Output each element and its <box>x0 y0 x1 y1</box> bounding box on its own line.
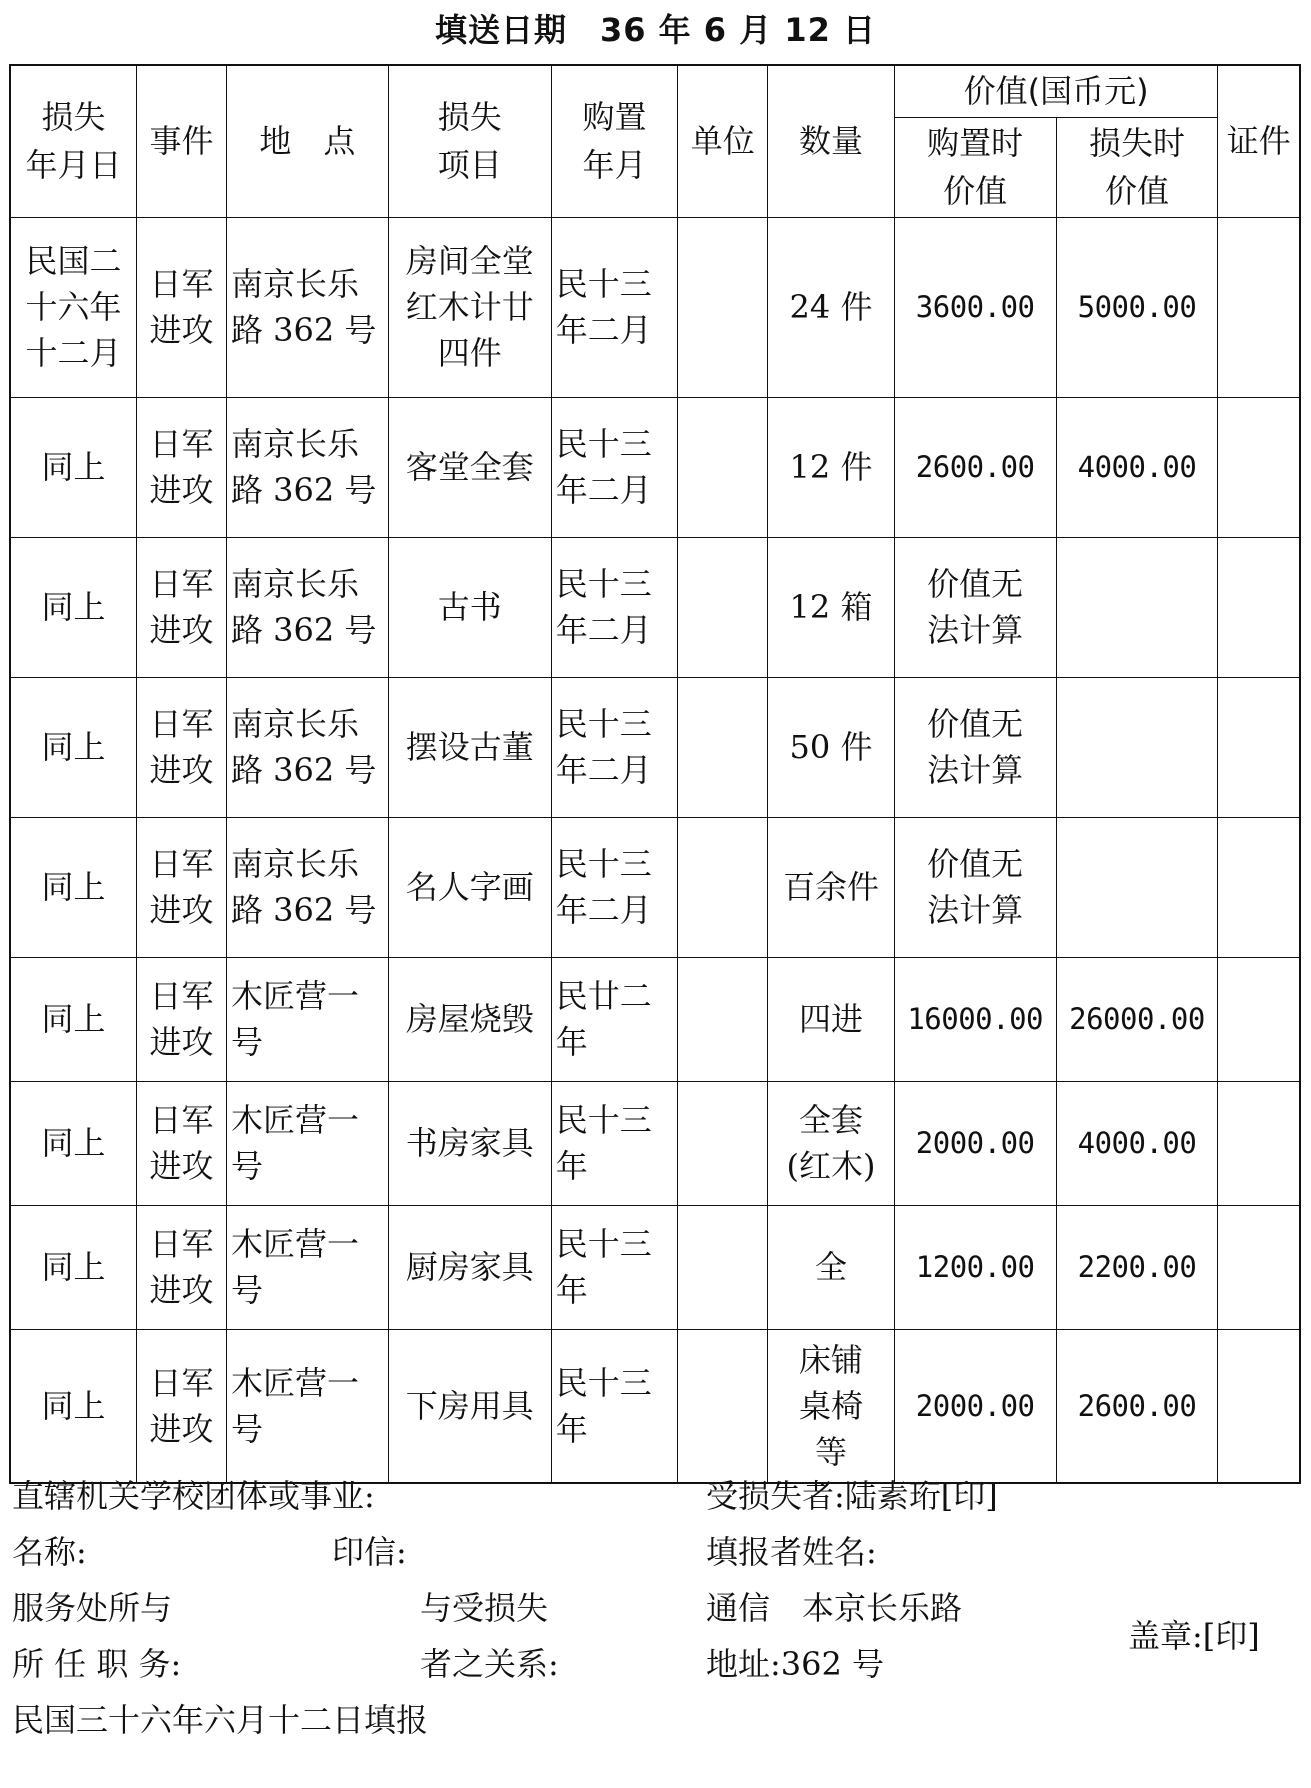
cell-location: 南京长乐 路 362 号 <box>227 677 389 817</box>
cell-quantity: 12 件 <box>768 397 894 537</box>
table-row <box>10 817 1300 957</box>
cell-purchase-date: 民十三 年 <box>551 1329 677 1483</box>
cell-value-purchase: 2000.00 <box>894 1081 1056 1205</box>
table-row <box>10 1081 1300 1205</box>
cell-purchase-date: 民十三 年二月 <box>551 537 677 677</box>
cell-quantity: 四进 <box>768 957 894 1081</box>
col-item: 损失 项目 <box>388 65 551 217</box>
table-row <box>10 1205 1300 1329</box>
cell-location: 南京长乐 路 362 号 <box>227 817 389 957</box>
col-purchase-date: 购置 年月 <box>551 65 677 217</box>
victim-name: 受损失者:陆素珩[印] <box>706 1477 998 1515</box>
cell-value-purchase: 2000.00 <box>894 1329 1056 1483</box>
cell-loss-date: 同上 <box>10 817 136 957</box>
cell-certificate <box>1218 957 1300 1081</box>
cell-unit <box>678 817 768 957</box>
table-row <box>10 677 1300 817</box>
col-quantity: 数量 <box>768 65 894 217</box>
cell-unit <box>678 537 768 677</box>
cell-location: 南京长乐 路 362 号 <box>227 217 389 397</box>
cell-item: 厨房家具 <box>388 1205 551 1329</box>
cell-event: 日军 进攻 <box>136 217 226 397</box>
cell-location: 木匠营一 号 <box>227 1329 389 1483</box>
cell-quantity: 全套 (红木) <box>768 1081 894 1205</box>
cell-item: 房间全堂 红木计廿 四件 <box>388 217 551 397</box>
cell-loss-date: 同上 <box>10 677 136 817</box>
cell-quantity: 床铺 桌椅 等 <box>768 1329 894 1483</box>
position-label: 所 任 职 务: <box>12 1645 182 1683</box>
cell-value-loss <box>1056 677 1218 817</box>
seal-label: 印信: <box>332 1533 407 1571</box>
col-location: 地 点 <box>227 65 389 217</box>
relation-label-1: 与受损失 <box>420 1589 549 1627</box>
cell-unit <box>678 1205 768 1329</box>
cell-certificate <box>1218 677 1300 817</box>
cell-quantity: 50 件 <box>768 677 894 817</box>
cell-value-loss: 26000.00 <box>1056 957 1218 1081</box>
table-row <box>10 957 1300 1081</box>
cell-location: 木匠营一 号 <box>227 957 389 1081</box>
cell-event: 日军 进攻 <box>136 1329 226 1483</box>
cell-location: 木匠营一 号 <box>227 1081 389 1205</box>
cell-value-purchase: 3600.00 <box>894 217 1056 397</box>
cell-item: 下房用具 <box>388 1329 551 1483</box>
cell-value-purchase: 2600.00 <box>894 397 1056 537</box>
cell-unit <box>678 397 768 537</box>
cell-purchase-date: 民十三 年二月 <box>551 677 677 817</box>
cell-loss-date: 同上 <box>10 1329 136 1483</box>
cell-certificate <box>1218 1205 1300 1329</box>
comm-address: 通信 本京长乐路 <box>706 1589 963 1627</box>
col-unit: 单位 <box>678 65 768 217</box>
cell-value-loss: 2600.00 <box>1056 1329 1218 1483</box>
cell-value-loss: 4000.00 <box>1056 1081 1218 1205</box>
cell-value-loss <box>1056 817 1218 957</box>
cell-event: 日军 进攻 <box>136 397 226 537</box>
cell-quantity: 24 件 <box>768 217 894 397</box>
relation-label-2: 者之关系: <box>420 1645 559 1683</box>
cell-unit <box>678 677 768 817</box>
name-label: 名称: <box>12 1533 87 1571</box>
cell-item: 古书 <box>388 537 551 677</box>
reporter-name: 填报者姓名: <box>706 1533 877 1571</box>
cell-purchase-date: 民十三 年二月 <box>551 397 677 537</box>
cell-quantity: 全 <box>768 1205 894 1329</box>
cell-loss-date: 同上 <box>10 537 136 677</box>
cell-loss-date: 同上 <box>10 397 136 537</box>
filed-date: 民国三十六年六月十二日填报 <box>12 1701 429 1739</box>
col-certificate: 证件 <box>1218 65 1300 217</box>
cell-loss-date: 民国二 十六年 十二月 <box>10 217 136 397</box>
cell-location: 南京长乐 路 362 号 <box>227 537 389 677</box>
cell-value-purchase: 16000.00 <box>894 957 1056 1081</box>
cell-unit <box>678 1329 768 1483</box>
cell-loss-date: 同上 <box>10 1205 136 1329</box>
table-row <box>10 537 1300 677</box>
cell-unit <box>678 217 768 397</box>
office-label: 服务处所与 <box>12 1589 173 1627</box>
cell-value-loss: 5000.00 <box>1056 217 1218 397</box>
cell-value-purchase: 价值无 法计算 <box>894 537 1056 677</box>
table-body <box>10 217 1300 1483</box>
cell-certificate <box>1218 217 1300 397</box>
cell-item: 摆设古董 <box>388 677 551 817</box>
table-row <box>10 1329 1300 1483</box>
cell-value-loss: 4000.00 <box>1056 397 1218 537</box>
cell-unit <box>678 1081 768 1205</box>
table-row <box>10 397 1300 537</box>
cell-certificate <box>1218 1081 1300 1205</box>
cell-location: 木匠营一 号 <box>227 1205 389 1329</box>
loss-table <box>9 64 1301 1484</box>
cell-value-purchase: 价值无 法计算 <box>894 817 1056 957</box>
col-event: 事件 <box>136 65 226 217</box>
cell-event: 日军 进攻 <box>136 1081 226 1205</box>
col-value-purchase: 购置时 价值 <box>894 117 1056 217</box>
cell-location: 南京长乐 路 362 号 <box>227 397 389 537</box>
cell-purchase-date: 民十三 年二月 <box>551 817 677 957</box>
cell-item: 房屋烧毁 <box>388 957 551 1081</box>
cell-certificate <box>1218 537 1300 677</box>
col-value-loss: 损失时 价值 <box>1056 117 1218 217</box>
cell-event: 日军 进攻 <box>136 537 226 677</box>
cell-certificate <box>1218 817 1300 957</box>
cell-unit <box>678 957 768 1081</box>
fill-date: 填送日期 36 年 6 月 12 日 <box>434 11 877 49</box>
cell-purchase-date: 民十三 年二月 <box>551 217 677 397</box>
cell-certificate <box>1218 397 1300 537</box>
cell-event: 日军 进攻 <box>136 957 226 1081</box>
cell-certificate <box>1218 1329 1300 1483</box>
cell-item: 客堂全套 <box>388 397 551 537</box>
cell-event: 日军 进攻 <box>136 817 226 957</box>
cell-value-purchase: 1200.00 <box>894 1205 1056 1329</box>
cell-quantity: 12 箱 <box>768 537 894 677</box>
cell-item: 书房家具 <box>388 1081 551 1205</box>
cell-purchase-date: 民十三 年 <box>551 1081 677 1205</box>
cell-purchase-date: 民十三 年 <box>551 1205 677 1329</box>
col-value-group: 价值(国币元) <box>894 65 1218 117</box>
cell-event: 日军 进攻 <box>136 677 226 817</box>
cell-purchase-date: 民廿二 年 <box>551 957 677 1081</box>
address-number: 地址:362 号 <box>706 1645 885 1683</box>
cell-value-purchase: 价值无 法计算 <box>894 677 1056 817</box>
cell-value-loss <box>1056 537 1218 677</box>
cell-value-loss: 2200.00 <box>1056 1205 1218 1329</box>
cell-loss-date: 同上 <box>10 1081 136 1205</box>
cell-loss-date: 同上 <box>10 957 136 1081</box>
stamp-label: 盖章:[印] <box>1128 1617 1260 1655</box>
col-loss-date: 损失 年月日 <box>10 65 136 217</box>
org-label: 直辖机关学校团体或事业: <box>12 1477 375 1515</box>
table-row <box>10 217 1300 397</box>
cell-quantity: 百余件 <box>768 817 894 957</box>
cell-event: 日军 进攻 <box>136 1205 226 1329</box>
cell-item: 名人字画 <box>388 817 551 957</box>
